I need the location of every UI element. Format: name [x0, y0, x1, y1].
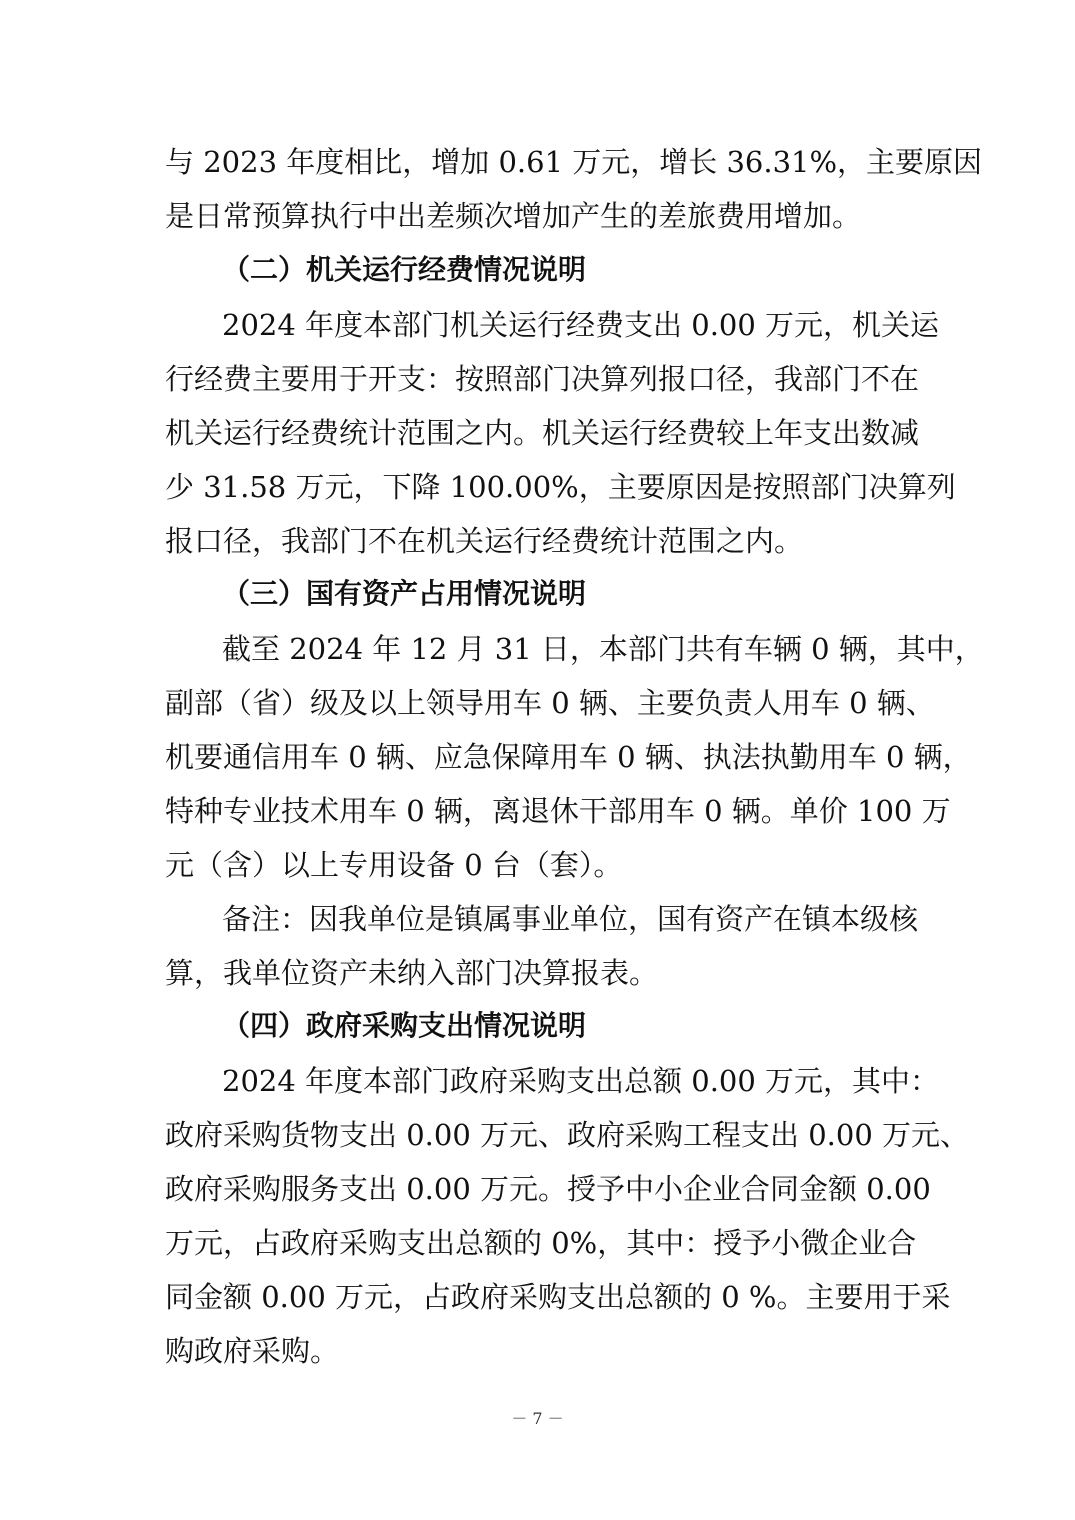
body-text-line: 同金额 0.00 万元，占政府采购支出总额的 0 %。主要用于采	[165, 1280, 951, 1314]
body-text-line: 政府采购货物支出 0.00 万元、政府采购工程支出 0.00 万元、	[165, 1118, 970, 1152]
body-text-line: 与 2023 年度相比，增加 0.61 万元，增长 36.31%，主要原因	[165, 145, 983, 179]
body-text-line: 报口径，我部门不在机关运行经费统计范围之内。	[165, 524, 804, 558]
body-text-line: 机关运行经费统计范围之内。机关运行经费较上年支出数减	[165, 416, 920, 450]
body-text-line: 特种专业技术用车 0 辆，离退休干部用车 0 辆。单价 100 万	[165, 794, 951, 828]
note-text-line: 备注：因我单位是镇属事业单位，国有资产在镇本级核	[222, 902, 919, 936]
body-text-line: 是日常预算执行中出差频次增加产生的差旅费用增加。	[165, 199, 862, 233]
note-text-line: 算，我单位资产未纳入部门决算报表。	[165, 956, 659, 990]
body-text-line: 少 31.58 万元，下降 100.00%，主要原因是按照部门决算列	[165, 470, 956, 504]
section-heading-2: （二）机关运行经费情况说明	[222, 253, 587, 286]
body-text-line: 截至 2024 年 12 月 31 日，本部门共有车辆 0 辆，其中，	[222, 632, 984, 666]
body-text-line: 万元，占政府采购支出总额的 0%，其中：授予小微企业合	[165, 1226, 917, 1260]
body-text-line: 政府采购服务支出 0.00 万元。授予中小企业合同金额 0.00	[165, 1172, 931, 1206]
page-number: － 7 －	[511, 1409, 564, 1428]
body-text-line: 2024 年度本部门机关运行经费支出 0.00 万元，机关运	[222, 308, 940, 342]
body-text-line: 元（含）以上专用设备 0 台（套）。	[165, 848, 623, 882]
body-text-line: 购政府采购。	[165, 1334, 340, 1368]
section-heading-3: （三）国有资产占用情况说明	[222, 577, 587, 610]
body-text-line: 行经费主要用于开支：按照部门决算列报口径，我部门不在	[165, 362, 920, 396]
body-text-line: 副部（省）级及以上领导用车 0 辆、主要负责人用车 0 辆、	[165, 686, 935, 720]
body-text-line: 2024 年度本部门政府采购支出总额 0.00 万元，其中：	[222, 1064, 940, 1098]
body-text-line: 机要通信用车 0 辆、应急保障用车 0 辆、执法执勤用车 0 辆，	[165, 740, 972, 774]
section-heading-4: （四）政府采购支出情况说明	[222, 1009, 587, 1042]
